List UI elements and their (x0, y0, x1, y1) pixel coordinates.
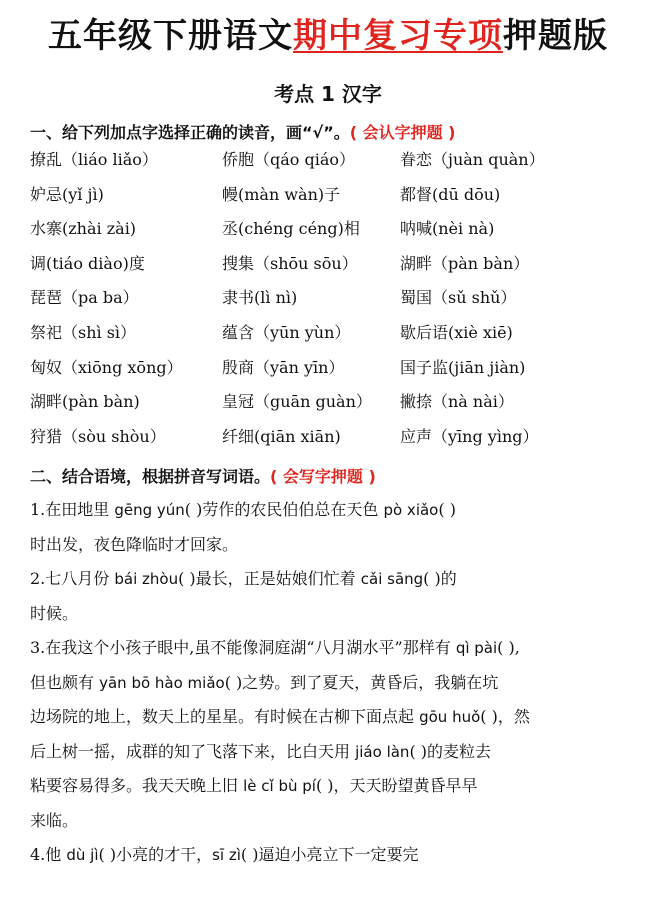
question-line (30, 666, 634, 701)
choice-item[interactable]: 皇冠（guān guàn） (222, 392, 372, 412)
choice-item[interactable]: 狩猎（sòu shòu） (30, 426, 166, 446)
question-line (30, 700, 634, 735)
pinyin: lè cǐ bù pí (243, 777, 316, 795)
answer-blank-text[interactable]: ( ), (497, 638, 520, 657)
section-2-text: 二、结合语境，根据拼音写词语。 (30, 467, 271, 486)
choice-row (30, 320, 640, 355)
section-2-heading (30, 464, 636, 487)
choice-item[interactable]: 殷商（yān yīn） (222, 357, 345, 377)
text: 粘要容易得多。我天天晚上旧 (30, 776, 244, 795)
answer-blank-text[interactable]: ( )之势。到了夏天，黄昏后，我躺在坑 (224, 672, 499, 692)
question-2 (30, 562, 634, 631)
choice-item[interactable]: 歇后语(xiè xiē) (400, 322, 513, 342)
choice-item[interactable]: 国子监(jiān jiàn) (400, 357, 526, 377)
choice-item[interactable]: 幔(màn wàn)子 (222, 184, 341, 204)
choice-item[interactable]: 撩乱（liáo liǎo） (30, 150, 158, 169)
answer-blank[interactable]: ( ) (438, 500, 456, 519)
pinyin: dù jì (66, 846, 99, 864)
question-4 (30, 838, 634, 873)
choice-item[interactable]: 调(tiáo diào)度 (30, 253, 145, 273)
choice-row (30, 285, 640, 320)
question-line: 时出发，夜色降临时才回家。 (30, 534, 239, 554)
choice-row (30, 355, 640, 390)
choice-item[interactable]: 眷恋（juàn quàn） (400, 150, 545, 169)
pinyin: gēng yún (114, 501, 185, 519)
pinyin: sī zì (212, 846, 241, 864)
choice-item[interactable]: 应声（yīng yìng） (400, 426, 539, 446)
choice-item[interactable]: 都督(dū dōu) (400, 184, 501, 204)
section-2-tag: ( 会写字押题 ) (270, 467, 376, 486)
choice-item[interactable]: 蜀国（sǔ shǔ） (400, 288, 517, 308)
choice-item[interactable]: 琵琶（pa ba） (30, 288, 139, 308)
question-line (30, 838, 634, 873)
choice-item[interactable]: 湖畔(pàn bàn) (30, 392, 140, 412)
answer-blank-text[interactable]: ( )的麦粒去 (409, 741, 492, 761)
section-1-text: 一、给下列加点字选择正确的读音，画“√”。 (30, 123, 350, 142)
question-line (30, 562, 634, 597)
pinyin: gōu huǒ (419, 708, 481, 726)
page-title (0, 8, 656, 57)
page-subtitle: 考点 1 汉字 (274, 82, 382, 106)
question-line: 时候。 (30, 603, 79, 623)
choice-item[interactable]: 祭祀（shì sì） (30, 322, 137, 342)
text: 2.七八月份 (30, 569, 115, 588)
title-suffix: 押题版 (503, 16, 608, 56)
choice-item[interactable]: 纤细(qiān xiān) (222, 426, 341, 446)
choice-item[interactable]: 侨胞（qáo qiáo） (222, 150, 356, 169)
pinyin: cǎi sāng (360, 570, 424, 588)
answer-blank-text[interactable]: ( )小亮的才干， (98, 845, 213, 864)
answer-blank-text[interactable]: ( )，然 (480, 707, 530, 726)
text: 1.在田地里 (30, 500, 115, 519)
choice-item[interactable]: 匈奴（xiōng xōng） (30, 357, 183, 377)
choice-item[interactable]: 丞(chéng céng)相 (222, 219, 360, 239)
choice-item[interactable]: 撇捺（nà nài） (400, 392, 514, 412)
choice-row (30, 424, 640, 459)
question-1 (30, 493, 634, 562)
choice-item[interactable]: 搜集（shōu sōu） (222, 253, 358, 273)
text: 后上树一摇，成群的知了飞落下来，比白天用 (30, 741, 356, 761)
title-prefix: 五年级下册语文 (48, 16, 293, 56)
answer-blank-text[interactable]: ( )最长，正是姑娘们忙着 (178, 569, 361, 588)
choice-row (30, 147, 640, 182)
question-line (30, 493, 634, 528)
pinyin: yān bō hào miǎo (99, 673, 225, 692)
choice-row (30, 251, 640, 286)
text: 边场院的地上，数天上的星星。有时候在古柳下面点起 (30, 707, 420, 726)
text: 4.他 (30, 845, 67, 864)
answer-blank-text[interactable]: ( )逼迫小亮立下一定要完 (240, 845, 419, 864)
choice-item[interactable]: 妒忌(yǐ jì) (30, 184, 104, 204)
question-line (30, 631, 634, 666)
choice-row (30, 389, 640, 424)
choice-item[interactable]: 湖畔（pàn bàn） (400, 253, 530, 273)
pinyin: bái zhòu (114, 570, 179, 588)
choice-item[interactable]: 隶书(lì nì) (222, 288, 298, 308)
question-3 (30, 631, 634, 838)
answer-blank-text[interactable]: ( )劳作的农民伯伯总在天色 (184, 500, 384, 519)
pinyin-choice-grid (30, 147, 640, 458)
answer-blank-text[interactable]: ( )，天天盼望黄昏早早 (315, 776, 478, 795)
title-highlight: 期中复习专项 (293, 16, 503, 56)
choice-item[interactable]: 蕴含（yūn yùn） (222, 322, 351, 342)
choice-row (30, 182, 640, 217)
question-line: 来临。 (30, 810, 79, 830)
answer-blank-text[interactable]: ( )的 (423, 569, 457, 588)
choice-row (30, 216, 640, 251)
pinyin: qì pài (455, 639, 498, 657)
text: 但也颇有 (30, 672, 100, 692)
question-line (30, 769, 634, 804)
text: 3.在我这个小孩子眼中,虽不能像洞庭湖“八月湖水平”那样有 (30, 638, 456, 657)
pinyin: pò xiǎo (383, 501, 439, 519)
question-line (30, 735, 634, 770)
pinyin: jiáo làn (355, 742, 410, 761)
choice-item[interactable]: 呐喊(nèi nà) (400, 219, 495, 239)
choice-item[interactable]: 水寨(zhài zài) (30, 219, 137, 239)
section-1-heading (30, 120, 636, 143)
section-1-tag: ( 会认字押题 ) (349, 123, 456, 142)
